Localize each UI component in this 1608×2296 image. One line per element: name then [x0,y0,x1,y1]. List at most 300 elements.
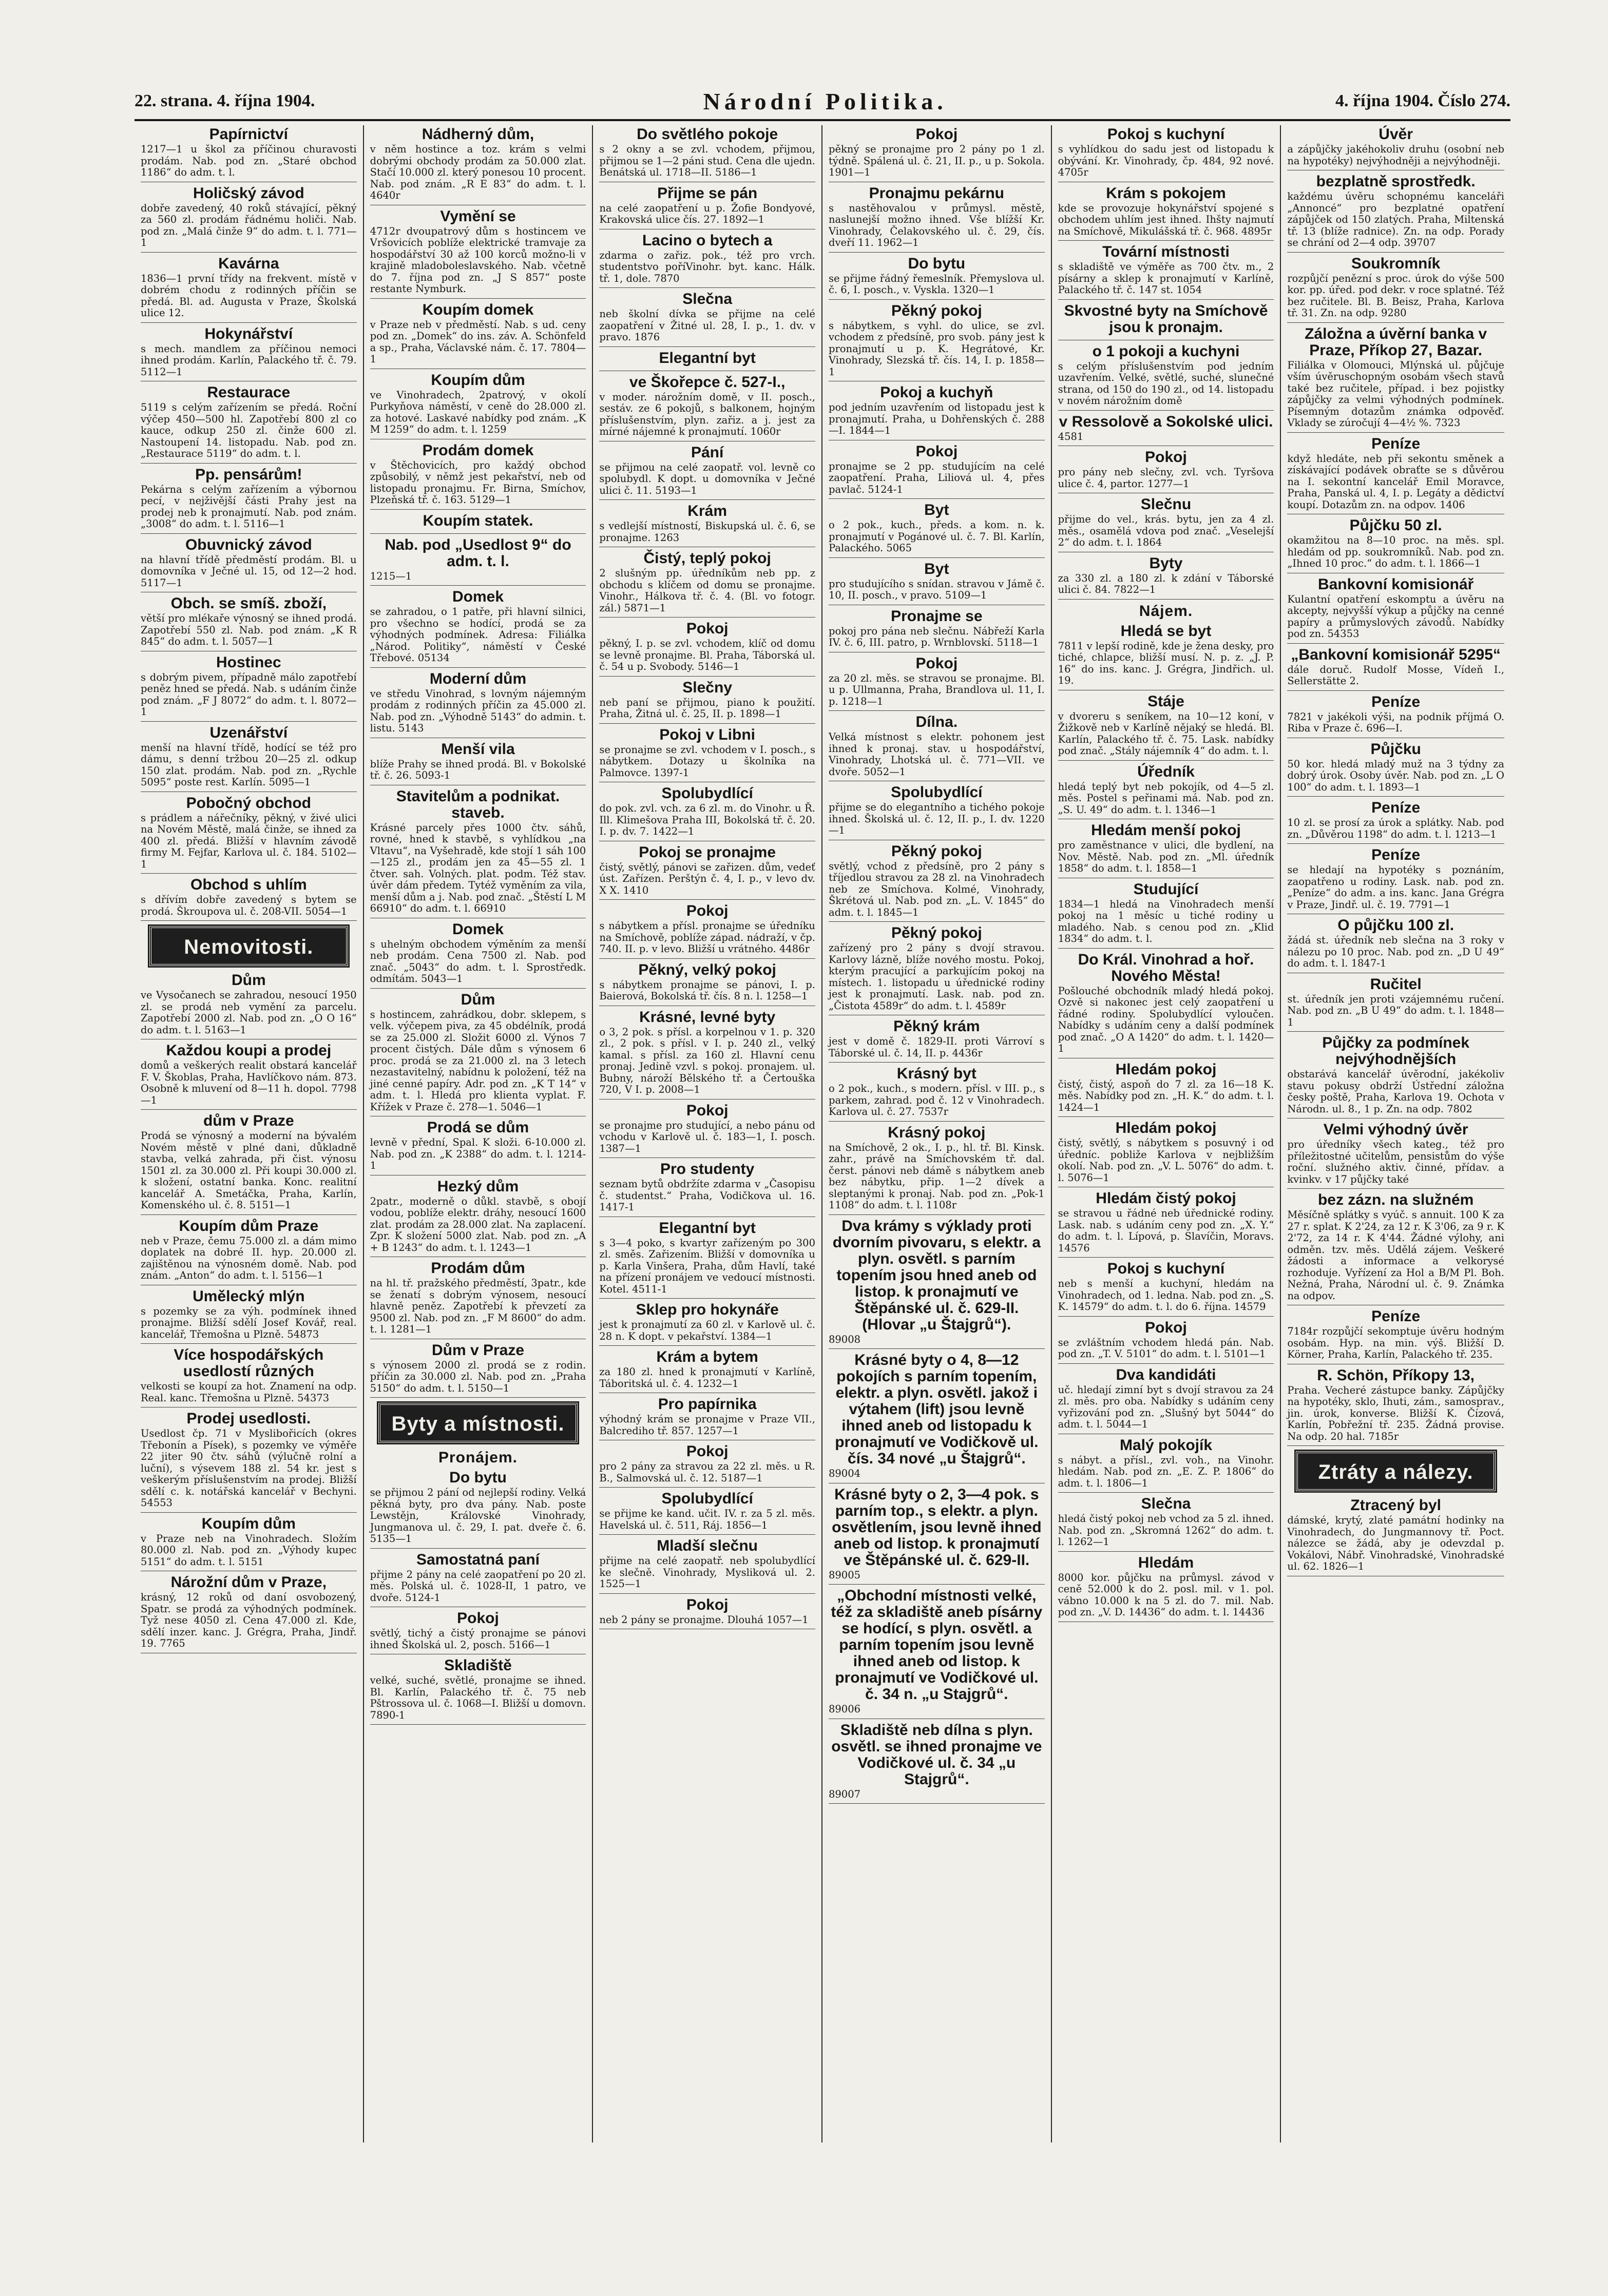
classified-ad [829,784,1045,840]
ad-body: na hl. tř. pražského předměstí, 3patr., kde se ženatí s dobrým výnosem, nesoucí hlavně peněz. Zapotřebí k převzetí za 9500 zl. Nab. pod zn. „F M 8600“ do adm. t. l. 1281—1 [370,1277,586,1335]
classified-ad [599,374,815,441]
ad-body: s dobrým pivem, případně málo zapotřebí peněz hned se předá. Nab. s udáním činže pod znám. „F J 8072“ do adm. t. l. 8072—1 [141,671,357,718]
ad-body: pro zaměstnance v ulici, dle bydlení, na Nov. Městě. Nab. pod zn. „Ml. úředník 1858“ do adm. t. l. 1858—1 [1058,839,1274,874]
classified-ad [370,208,586,299]
ad-heading: Samostatná paní [416,1551,540,1568]
ad-body: 5119 s celým zařízením se předá. Roční výčep 450—500 hl. Zapotřebí 800 zl co kauce, odkup 250 zl. činže 600 zl. Nastoupení 14. listopadu. Nab. pod zn. „Restaurace 5119“ do adm. t. l. [141,401,357,459]
ad-heading: Do Král. Vinohrad a hoř. Nového Města! [1078,951,1254,985]
ad-heading: bezplatně sprostředk. [1316,173,1476,190]
section-banner-pronajem: Pronájem. [438,1449,518,1466]
ad-heading: Peníze [1371,435,1421,452]
classified-ad [829,1487,1045,1585]
ad-body: 10 zl. se prosí za úrok a splátky. Nab. pod zn. „Důvěrou 1198“ do adm. t. l. 1213—1 [1287,817,1504,840]
classified-ad [1058,881,1274,949]
column-5 [1052,125,1281,2143]
ad-heading: Slečnu [1140,496,1192,513]
ad-heading: Hokynářství [204,325,293,342]
ad-body: se stravou u řádné neb úřednické rodiny. Lask. nab. s udáním ceny pod zn. „X. Y.“ do adm. t. l. Lípová, p. Slavíčin, Moravs. 14576 [1058,1207,1274,1254]
ad-body: s pozemky se za výh. podmínek ihned pronajme. Bližší sdělí Josef Kovář, real. kancelář, Třemošna u Plzně. 54873 [141,1305,357,1340]
ad-heading: Koupím statek. [423,512,533,529]
ad-body: se přijmou na celé zaopatř. vol. levně co spolubydl. K dopt. u domovníka v Ječné ulici č. 11. 5193—1 [599,461,815,496]
ad-body: zařízený pro 2 pány s dvojí stravou. Karlovy lázně, blíže nového mostu. Pokoj, kterým pracující a parkujícím pokoj na místech. 1. listopadu u úřednické rodiny jest k pronajmutí. Lask. nab. pod zn. „Čistota 4589r“ do adm. t. l. 4589r [828,942,1045,1012]
ad-body: pod jedním uzavřením od listopadu jest k pronajmutí. Praha, u Dohřenských č. 288—I. 1844—1 [828,401,1045,436]
classified-ad [370,589,586,668]
ad-body: 50 kor. hledá mladý muž na 3 týdny za dobrý úrok. Osoby úvěr. Nab. pod zn. „L O 100“ do adm. t. l. 1893—1 [1287,758,1504,793]
ad-heading: Ručitel [1370,975,1422,993]
classified-ad [829,714,1045,781]
classified-ad [599,1491,815,1535]
ad-heading: Prodej usedlosti. [186,1410,311,1427]
ad-body: přijme 2 pány na celé zaopatření po 20 zl. měs. Polská ul. č. 1028-II, 1 patro, ve dvoře. 5124-1 [370,1568,586,1604]
ad-heading: Do bytu [908,255,966,272]
classified-ad [1287,256,1504,323]
ad-body: Měsíčně splátky s vyúč. s annuit. 100 K za 27 r. splat. K 2'24, za 12 r. K 3'06, za 9 r. K 2'72, za 14 r. K 4'44. Žádné výlohy, ani odměn. tzv. měs. Udělá zájem. Veškeré žádosti a informace a velkorysé rozhoduje. Vyřízení za Hol a B/M Pl. Boh. Nežná, Praha, Národní ul. č. 9. Známka na odpov. [1287,1209,1504,1302]
ad-body: v něm hostince a toz. krám s velmi dobrými obchody prodám za 50.000 zlat. Stačí 10.000 zl. který ponesou 10 procent. Nab. pod znám. „R E 83“ do adm. t. l. 4640r [370,143,586,201]
classified-ad [1287,1497,1504,1576]
ad-heading: Koupím domek [422,301,534,318]
classified-ad [829,1125,1045,1215]
ad-body: 89006 [828,1703,861,1715]
classified-ad [1287,326,1504,433]
ad-heading: Pěkný pokoj [891,302,982,319]
ad-heading: Pokoj s kuchyní [1107,1260,1225,1277]
ad-heading: R. Schön, Příkopy 13, [1317,1366,1475,1384]
ad-heading: Kavárna [218,255,279,272]
ad-body: v Praze neb na Vinohradech. Složím 80.000 zl. Nab. pod zn. „Výhody kupec 5151“ do adm. t. l. 5151 [141,1532,357,1568]
classified-ad [370,1610,586,1654]
classified-ad [599,1161,815,1217]
classified-ad [599,903,815,959]
classified-ad [599,1396,815,1440]
classified-ad [1287,976,1504,1032]
classified-ad [370,1470,586,1549]
ad-body: menší na hlavní třídě, hodící se též pro dámu, s denní tržbou 20—25 zl. odkup 150 zlat. prodám. Nab. pod zn. „Rychle 5095“ poste rest. Karlín. 5095—1 [141,741,357,788]
ad-heading: Krásné byty o 2, 3—4 pok. s parním top., s elektr. a plyn. osvětlením, jsou levně ihned aneb od listop. k pronajmutí ve Štěpánské ul. č. 629-II. [832,1485,1042,1569]
ad-body: se pronajme se zvl. vchodem v I. posch., s nábytkem. Dotazy u školníka na Palmovce. 1397-1 [599,743,815,779]
classified-ad [1058,1261,1274,1317]
classified-ad [599,291,815,347]
classified-ad [1287,800,1504,844]
classified-ad [1058,1120,1274,1187]
ad-heading: Elegantní byt [659,1219,756,1237]
ad-heading: Pp. pensárům! [195,466,302,483]
ad-body: 2 slušným pp. úředníkům neb pp. z obchodu s klíčem od domu se pronajme. Vinohr., Hálkova tř. č. 4. (Bl. vo fotogr. zál.) 5871—1 [599,567,815,614]
ad-body: pronajme se 2 pp. studujícím na celé zaopatření. Praha, Liliová ul. 4, přes pavlač. 5124-1 [828,460,1045,495]
classified-ad [829,443,1045,499]
classified-ad [141,256,357,323]
ad-body: o 2 pok., kuch., předs. a kom. n. k. pronajmutí v Pogánové ul. č. 7. Bl. Karlín, Palackého. 5065 [828,519,1045,554]
ad-body: s 3—4 poko, s kvartyr zařízeným po 300 zl. směs. Zařizením. Bližší v domovníka u p. Karla Vinšera, Praha, dům Havlí, také na přízení pronájem ve vedoucí místnosti. Kotel. 4511-1 [599,1237,815,1295]
classified-ad [599,1349,815,1393]
ad-heading: Pro studenty [660,1161,755,1178]
ad-body: s uhelným obchodem výměním za menší neb prodám. Cena 7500 zl. Nab. pod znač. „5043“ do adm. t. l. Sprostředk. odmítám. 5043—1 [370,938,586,985]
ad-body: pro úředníky všech kateg., též pro příležitostné učitelům, pensistům do výše roční. služného aktiv. činné, přídav. a kvinkv. v 17 půjčky také [1287,1139,1504,1185]
ad-heading: Peníze [1371,693,1421,710]
ad-body: velké, suché, světlé, pronajme se ihned. Bl. Karlín, Palackého tř. č. 75 neb Pštrossova ul. č. 1068—I. Bližší u domovn. 7890-1 [370,1674,586,1721]
ad-heading: Hostinec [216,653,281,671]
ad-heading: Pokoj [1145,449,1187,466]
ad-body: světlý, tichý a čistý pronajme se pánovi ihned Školská ul. 2, posch. 5166—1 [370,1627,586,1651]
header-left: 22. strana. 4. října 1904. [135,91,315,110]
ad-body: domů a veškerých realit obstará kancelář F. V. Škoblas, Praha, Havlíčkovo nám. 873. Osobně k mluvení od 8—11 h. dopol. 7798—1 [141,1059,357,1106]
ad-heading: Spolubydlící [891,784,983,801]
classified-ad [829,303,1045,382]
ad-body: o 3, 2 pok. s přísl. a korpelnou v 1. p. 320 zl., 2 pok. s přísl. v I. p. 240 zl., velký kamal. s přísl. za 160 zl. Hlavní cenu pronaj. Jedině vzvl. s pokoj. pronajem. ul. Bubny, nároží Bělského tř. a Čertouška 720, V I. p. 2008—1 [599,1026,815,1095]
classified-ad [370,302,586,369]
ad-body: neb s menší a kuchyní, hledám na Vinohradech, od 1. ledna. Nab. pod zn. „S. K. 14579“ do adm. t. l. do 6. října. 14579 [1058,1278,1274,1313]
classified-ad [141,1574,357,1653]
ad-body: dobře zavedený, 40 roků stávající, pěkný za 560 zl. prodám řádnému holiči. Nab. pod zn. „Malá činže 9“ do adm. t. l. 771—1 [141,202,357,248]
ad-heading: Dům v Praze [431,1341,525,1359]
ad-heading: Pokoj [915,442,958,460]
ad-heading: v Ressolově a Sokolské ulici. [1059,413,1273,430]
classified-ad [141,654,357,722]
ad-heading: Menší vila [441,740,515,758]
classified-ad [1058,1555,1274,1622]
classified-ad [1287,576,1504,644]
ad-heading: Peníze [1371,799,1421,816]
ad-heading: Pokoj [457,1610,499,1627]
ad-body: v Štěchovicích, pro každý obchod způsobilý, v němž jest pekařství, neb od listopadu pronajmu. Fr. Birna, Smíchov, Plzeňská tř. č. 163. 5129—1 [370,459,586,506]
classified-ad [1058,496,1274,552]
ad-heading: Pronajmu pekárnu [869,184,1005,202]
classified-ad [1287,517,1504,573]
section-banner-ztraty: Ztráty a nálezy. [1296,1451,1496,1491]
ad-body: jest v domě č. 1829-II. proti Várroví s Táborské ul. č. 14, II. p. 4436r [828,1035,1045,1059]
ad-heading: Slečna [682,291,733,307]
ad-body: s mech. mandlem za příčinou nemoci ihned prodám. Karlín, Palackého tř. č. 79. 5112—1 [141,342,357,378]
classified-ad [1287,1035,1504,1118]
classified-ad [599,727,815,783]
ad-body: Kulantní opatření eskomptu a úvěru na akcepty, nejvyšší výkup a půjčky na cenné papíry a průmyslových závodů. Nabídky pod zn. 54353 [1287,593,1504,640]
ad-body: 1215—1 [370,570,412,582]
ad-body: s nastěhovalou v průmysl. městě, naslunejší možno ihned. Vše blížší Kr. Vinohrady, Čelakovského ul. č. 29, čís. dveří 11. 1962—1 [828,202,1045,248]
ad-heading: Pěkný pokoj [891,842,982,860]
ad-heading: Papírnictví [209,126,289,143]
ad-heading: Spolubydlící [661,1490,753,1507]
ad-body: st. úředník jen proti vzájemnému ručení. Nab. pod zn. „B U 49“ do adm. t. l. 1848—1 [1287,993,1504,1028]
ad-heading: Elegantní byt [659,349,756,366]
ad-body: Prodá se výnosný a moderní na bývalém Novém městě v plné dani, důkladně stavba, velká zahrada, při čist. výnosu 1501 zl. za 30.000 zl. Při koupi 30.000 zl. k složení, ostatní banka. Konc. realitní kancelář A. Smetáčka, Praha, Karlín, Komenského ul. č. 8. 5151—1 [141,1130,357,1211]
ad-heading: Hledám menší pokoj [1091,822,1241,839]
classified-ad [141,1347,357,1407]
classified-ad [141,1043,357,1110]
classified-ad [1058,952,1274,1058]
ad-body: ve Vysočanech se zahradou, nesoucí 1950 zl. se prodá neb vymění za parcelu. Zapotřebí 2000 zl. Nab. pod zn. „O O 16“ do adm. t. l. 5163—1 [141,989,357,1036]
ad-body: kde se provozuje hokynářství spojené s obchodem uhlím jest ihned. Ihšty najmutí na Smíchově, Mikulášská tř. č. 968. 4895r [1058,202,1274,237]
ad-body: čistý, čistý, aspoň do 7 zl. za 16—18 K. měs. Nabídky pod zn. „H. K.“ do adm. t. l. 1424—1 [1058,1078,1274,1113]
ad-heading: Hledám pokoj [1115,1120,1217,1136]
ad-heading: Dům [231,972,266,989]
ad-body: jest k pronajmutí za 60 zl. v Karlově ul. č. 28 n. K dopt. v pekařství. 1384—1 [599,1319,815,1342]
ad-body: seznam bytů obdržíte zdarma v „Časopisu č. studentst.“ Praha, Vodičkova ul. 16. 1417-1 [599,1178,815,1213]
ad-heading: Dílna. [915,713,958,730]
classified-ad [599,185,815,229]
classified-ad [1287,1367,1504,1446]
ad-body: levně v přední, Spal. K složi. 6-10.000 zl. Nab. pod zn. „K 2388“ do adm. t. l. 1214-1 [370,1136,586,1171]
classified-ad [370,126,586,205]
classified-ad [370,1657,586,1725]
classified-ad [1287,436,1504,515]
classified-ad [1058,1062,1274,1117]
ad-heading: Krám a bytem [656,1348,758,1365]
ad-heading: Skladiště neb dílna s plyn. osvětl. se ihned pronajme ve Vodičkové ul. č. 34 „u Stajgrů“. [831,1721,1042,1788]
ad-heading: Pronajme se [891,607,983,625]
section-banner-nemovitosti: Nemovitosti. [149,926,348,966]
ad-body: a zápůjčky jakéhokoliv druhu (osobní neb na hypotéky) nejvýhodněji a nejvýhodněji. [1287,143,1504,167]
ad-heading: dům v Praze [203,1112,294,1129]
classified-ad [141,467,357,534]
classified-ad [370,921,586,989]
ad-body: s vedlejší místností, Biskupská ul. č. 6, se pronajme. 1263 [599,520,815,544]
ad-heading: Umělecký mlýn [193,1287,305,1305]
classified-ad [1287,1308,1504,1364]
classified-ad [1058,1320,1274,1364]
ad-heading: bez zázn. na služném [1317,1191,1474,1208]
classified-ad [1058,555,1274,600]
ad-body: přijme na celé zaopatř. neb spolubydlící ke slečně. Vinohrady, Mysliková ul. 2. 1525—1 [599,1555,815,1590]
ad-heading: Pokoj [915,126,958,143]
ad-heading: Půjčku 50 zl. [1349,517,1442,534]
ad-body: ve Vinohradech, 2patrový, v okolí Purkyňova náměstí, v ceně do 28.000 zl. za hotové. Laskavé nabídky pod znám. „K M 1259“ do adm. t. l. 1259 [370,389,586,435]
classified-ad [370,372,586,439]
ad-heading: Pobočný obchod [186,794,311,812]
ad-body: o 2 pok., kuch., s modern. přísl. v III. p., s parkem, zahrad. pod č. 12 v Vinohradech. Karlova ul. č. 27. 7537r [828,1083,1045,1117]
classified-ad [829,1218,1045,1349]
ad-heading: Prodá se dům [427,1119,529,1136]
ad-body: Praha. Vecheré zástupce banky. Zápůjčky na hypotéky, sklo, Ihuti, zám., samosprav., jin. úrok, konverse. Bližší K. Čízová, Karlín, Pobřežní tř. 235. Žádná provise. Na odp. 20 hal. 7185r [1287,1384,1504,1442]
ad-body: s dřívím dobře zavedený s bytem se prodá. Škroupova ul. č. 208-VII. 5054—1 [141,894,357,917]
ad-body: s hostincem, zahrádkou, dobr. sklepem, s velk. výčepem piva, za 45 obdélník, prodá se za 25.000 zl. Složit 6000 zl. Výnos 7 procent čistých. Dále dům s výnosem 6 proc. prodá se za 21.000 zl. na 3 letech nezastavitelný, nabídnu k položení, též na jiné cenné papíry. Adr. pod zn. „K T 14“ v adm. t. l. Hledá pro klienta vyplat. F. Křížek v Praze č. 278—1. 5046—1 [370,1008,586,1113]
ad-heading: Hledám čistý pokoj [1096,1190,1236,1207]
ad-heading: Nárožní dům v Praze, [170,1574,327,1591]
classified-ad [1058,822,1274,878]
ad-body: větší pro mlékaře výnosný se ihned prodá. Zapotřebí 550 zl. Nab. pod znám. „K R 845“ do adm. t. l. 5057—1 [141,612,357,647]
ad-heading: Pokoj se pronajme [639,843,776,861]
classified-ad [829,1352,1045,1483]
classified-ad [370,1260,586,1339]
ad-body: s celým příslušenstvím pod jedním uzavřením. Velké, světlé, suché, slunečné strana, od 150 do 190 zl., od 14. listopadu v novém nárožním domě [1058,360,1274,407]
header-right: 4. října 1904. Číslo 274. [1335,91,1510,110]
classified-ad [1058,623,1274,690]
ad-heading: Slečna [1141,1495,1191,1512]
ad-heading: Skvostné byty na Smíchově jsou k pronajm. [1064,302,1268,336]
ad-heading: Úvěr [1379,126,1413,143]
ad-body: ve středu Vinohrad, s lovným nájemným prodám z rodinných příčin za 45.000 zl. Nab. pod zn. „Výhodně 5143“ do admin. t. listu. 5143 [370,687,586,734]
ad-body: pěkný se pronajme pro 2 pány po 1 zl. týdně. Spálená ul. č. 21, II. p., u p. Sokola. 1901—1 [828,143,1045,178]
classified-ad [1287,1192,1504,1305]
ad-body: přijme do vel., krás. bytu, jen za 4 zl. měs., osamělá vdova pod znač. „Veselejší 2“ do adm. t. l. 1864 [1058,513,1274,548]
ad-heading: o 1 pokoji a kuchyni [1092,342,1240,360]
ad-body: okamžitou na 8—10 proc. na měs. spl. hledám od pp. soukromníků. Nab. pod zn. „Ihned 10 proc.“ do adm. t. l. 1866—1 [1287,534,1504,569]
classified-ad [141,725,357,792]
ad-body: pro studujícího s snídan. stravou v Jámě č. 10, II. posch., v pravo. 5109—1 [828,577,1045,601]
ad-heading: Peníze [1371,846,1421,863]
ad-body: se přijmou 2 pání od nejlepší rodiny. Velká pěkná byty, pro dva pány. Nab. poste Lewstějn, Královské Vinohrady, Jungmanova ul. č. 29, I. pat. dveře č. 6. 5135—1 [370,1487,586,1545]
ad-body: se přijme ke kand. učit. IV. r. za 5 zl. měs. Havelská ul. č. 511, Ráj. 1856—1 [599,1508,815,1531]
classified-ad [1287,1122,1504,1189]
ad-body: za 180 zl. hned k pronajmutí v Karlíně, Táboritská ul. č. 4. 1232—1 [599,1366,815,1390]
ad-body: v Praze neb v předměstí. Nab. s ud. ceny pod zn. „Domek“ do ins. záv. A. Schönfeld a sp., Praha, Václavské nám. č. 17. 7804—1 [370,318,586,365]
ad-body: 89005 [828,1569,861,1581]
ad-body: se zahradou, o 1 patře, při hlavní silnici, pro všechno se hodící, prodá se za výhodných podmínek. Adresa: Filiálka „Národ. Politiky“, náměstí v České Třebové. 05134 [370,606,586,664]
ad-heading: Pokoj [686,1596,729,1613]
ad-body: s skladiště ve výměře as 700 čtv. m., 2 písárny a sklep k pronajmutí v Karlíně, Palackého tř. č. 147 st. 1054 [1058,261,1274,296]
classified-ad [141,972,357,1039]
ad-body: Krásné parcely přes 1000 čtv. sáhů, rovné, hned k stavbě, s vyhlídkou „na Vltavu“, na Vyšehradě, kde stojí 1 sáh 100—125 zl., prodám jen za 45—55 zl. 1 čtver. sah. Volných. plat. podm. Též stav. úvěr dám předem. Tytéž vyměním za vila, menší dům a j. Nab. pod znač. „Štěstí L M 66910“ do adm. t. l. 66910 [370,821,586,914]
classified-ad [141,877,357,921]
column-6 [1281,125,1510,2143]
classified-ad [829,126,1045,182]
ad-heading: Peníze [1371,1308,1421,1325]
column-3 [593,125,822,2143]
ad-body: uč. hledají zimní byt s dvojí stravou za 24 zl. měs. pro oba. Nabídky s udáním ceny vyřizování pod zn. „Slušný byt 5044“ do adm. t. l. 5044—1 [1058,1383,1274,1430]
ad-body: za 20 zl. měs. se stravou se pronajme. Bl. u p. Ullmanna, Praha, Brandlova ul. 11, I. p. 1218—1 [828,672,1045,707]
classified-ad [599,126,815,182]
classified-ad [829,1066,1045,1122]
classified-ad [141,1411,357,1513]
ad-body: 1217—1 u škol za příčinou churavosti prodám. Nab. pod zn. „Staré obchod 1186“ do adm. t. l. [141,143,357,178]
ad-heading: Pěkný krám [893,1018,980,1035]
ad-body: na celé zaopatření u p. Žofie Bondyové, Krakovská ulice čís. 27. 1892—1 [599,202,815,225]
ad-body: krásný, 12 roků od daní osvobozený, Spatr. se prodá za výhodných podmínek. Tyž nese 4050 zl. Cena 47.000 zl. Kde, sdělí inzer. kanc. J. Grégra, Praha, Jindř. 19. 7765 [141,1591,357,1649]
ad-body: s prádlem a nářečníky, pěkný, v živé ulici na Novém Městě, malá činže, se ihned za 400 zl. předá. Bližší v hlavním závodě firmy M. Fejfar, Karlova ul. č. 184. 5102—1 [141,812,357,870]
ad-heading: Mladší slečnu [657,1537,758,1554]
ad-heading: Pokoj [686,620,729,637]
ad-body: neb školní dívka se přijme na celé zaopatření v Žitné ul. 28, I. p., 1. dv. v pravo. 1876 [599,308,815,343]
ad-heading: Krásné, levné byty [639,1008,776,1026]
ad-heading: Pokoj [915,654,958,672]
ad-heading: Spolubydlící [661,785,753,802]
classified-ad [1058,126,1274,182]
ad-body: na hlavní třídě předměstí prodám. Bl. u domovníka v Ječné ul. 15, od 12—2 hod. 5117—1 [141,553,357,589]
ad-body: neb paní se přijmou, piano k použití. Praha, Žitná ul. č. 25, II. p. 1898—1 [599,696,815,720]
ad-heading: Slečny [682,679,733,696]
classified-ad [599,350,815,371]
ad-body: pro pány neb slečny, zvl. vch. Tyršova ulice č. 4, partor. 1277—1 [1058,466,1274,490]
ad-heading: Byt [924,501,949,518]
ad-body: obstarává kancelář úvěrodní, jakékoliv stavu pokusy obdrží Ústřední záložna česky poště, Praha, Karlova 19. Ochota v Národn. ul. 8., 1 p. Zn. na odp. 7802 [1287,1068,1504,1115]
ad-heading: Byty [1149,554,1183,572]
classified-ad [599,1302,815,1346]
classified-ad [141,795,357,874]
ad-body: 89008 [828,1333,861,1345]
classified-ad [599,550,815,618]
classified-ad [370,537,586,586]
classified-ad [599,1103,815,1159]
classified-ad [829,1588,1045,1719]
ad-body: pěkný, I. p. se zvl. vchodem, klíč od domu se levně pronajme. Bl. Praha, Táborská ul. č. 54 u p. Svobody. 5146—1 [599,638,815,672]
ad-heading: Hledám pokoj [1115,1060,1217,1078]
classified-ad [829,925,1045,1015]
classified-ad [1058,185,1274,241]
ad-heading: Bankovní komisionář [1317,575,1474,593]
classified-ad [1058,1437,1274,1493]
column-1 [135,125,364,2143]
ad-body: 7811 v lepší rodině, kde je žena desky, pro tiché, chlapce, bližší musí. N. p. z. „J. P. 16“ do ins. kanc. J. Grégra, Jindřich. ul. 19. [1058,640,1274,686]
ad-body: blíže Prahy se ihned prodá. Bl. v Bokolské tř. č. 26. 5093-1 [370,758,586,781]
ad-heading: Dva krámy s výklady proti dvorním pivovaru, s elektr. a plyn. osvětl. s parním topením jsou hned aneb od listop. k pronajmutí ve Štěpánské ul. č. 629-II. (Hlovar „u Štajgrů“). [832,1217,1041,1333]
page-header [135,86,1510,116]
ad-heading: Záložna a úvěrní banka v Praze, Příkop 27, Bazar. [1305,325,1487,359]
classified-ad [599,1220,815,1299]
classified-ad [370,788,586,918]
classified-ad [1058,1367,1274,1434]
ad-body: 89004 [828,1468,861,1479]
classified-ad [1058,693,1274,761]
ad-heading: Stavitelům a podnikat. staveb. [396,787,560,821]
ad-body: 1836—1 první třídy na frekvent. místě v dobrém chodu z rodinných příčin se předá. Bl. ad. Augusta v Praze, Školská ulice 12. [141,272,357,319]
ad-heading: Restaurace [207,384,291,401]
classified-ad [141,384,357,464]
classified-ad [141,1218,357,1285]
classified-ad [1058,1190,1274,1258]
ad-body: velkosti se koupí za hot. Znamení na odp. Real. kanc. Třemošna u Plzně. 54373 [141,1380,357,1404]
ad-heading: Pokoj a kuchyň [880,384,993,401]
classified-ad [370,1120,586,1175]
classified-ad [599,785,815,841]
classified-ad [599,233,815,288]
ad-heading: Pěkný, velký pokoj [638,961,776,978]
ad-body: 7821 v jakékoli výši, na podnik příjmá O. Riba v Praze č. 696—I. [1287,710,1504,734]
ad-heading: Ztracený byl [1350,1497,1442,1514]
ad-body: na Smíchově, 2 ok., I. p., hl. tř. Bl. Kinsk. zahr., právě na Smíchovském tř. dal. čerst. pánovi neb dámě s nábytkem aneb bez nábytku, přip. 1—2 dívek a sleptanými k pronaj. Nab. pod zn. „Pok-1 1108“ do adm. t. l. 1108r [828,1141,1045,1211]
ad-body: se pronajme pro studující, a nebo pánu od vchodu v Karlově ul. č. 183—1, I. posch. 1387—1 [599,1119,815,1154]
ad-body: pokoj pro pána neb slečnu. Nábřeží Karla IV. č. 6, III. patro, p. Wrnblovskí. 5118—1 [828,625,1045,648]
ad-body: s 2 okny a se zvl. vchodem, přijmou, přijmou se 1—2 páni stud. Cena dle ujedn. Benátská ul. 1718—II. 5186—1 [599,143,815,178]
classified-ad [1058,244,1274,300]
classified-ad [829,384,1045,440]
classified-ad [141,595,357,651]
ad-heading: Soukromník [1351,255,1441,272]
ad-body: 7184r rozpůjčí sekomptuje úvěru hodným osobám. Hyp. na min. výš. Bližší D. Körner, Praha, Karlín, Palackého tř. 235. [1287,1325,1504,1360]
ad-heading: Nádherný dům, [422,126,534,143]
ad-heading: Krásné byty o 4, 8—12 pokojích s parním topením, elektr. a plyn. osvětl. jakož i výtahem (lift) jsou levně ihned aneb od listopadu k pronajmutí ve Vodičkově ul. čís. 34 nové „u Štajgrů“. [835,1352,1039,1467]
ad-body: čistý, světlý, pánovi se zařizen. dům, vedeť úst. Zařízen. Perštýn č. 4, I. p., v levo dv. X X. 1410 [599,861,815,896]
section-banner-byty: Byty a místnosti. [378,1403,577,1443]
ad-body: dámské, krytý, zlaté památní hodinky na Vinohradech, do Jungmannovy tř. Poct. nálezce se žádá, aby je odevzdal p. Vokálovi, Nábř. Vinohradské, Vinohradské ul. 62. 1826—1 [1287,1514,1504,1572]
ad-heading: Obuvnický závod [185,536,312,553]
classified-ad [1058,414,1274,447]
ad-heading: Krásný pokoj [888,1124,986,1141]
ad-body: s vyhlídkou do sadu jest od listopadu k obývání. Kr. Vinohrady, čp. 484, 92 nové. 4705r [1058,143,1274,178]
ad-heading: Sklep pro hokynáře [636,1301,779,1318]
ad-body: 4581 [1058,430,1084,442]
classified-ad [141,326,357,382]
ad-heading: Nab. pod „Usedlost 9“ do adm. t. l. [385,536,571,570]
classified-ad [599,1597,815,1630]
ad-body: s nábytkem, s vyhl. do ulice, se zvl. vchodem z předsíně, pro svob. pány jest k pronajmutí u p. K. Hegrátové, Kr. Vinohrady, Slezská tř. čís. 14, I. p. 1858—1 [828,319,1045,378]
classified-ad [1287,173,1504,253]
classified-ad [599,503,815,547]
ad-body: pro 2 pány za stravou za 22 zl. měs. u R. B., Salmovská ul. č. 12. 5187—1 [599,1460,815,1484]
classified-ad [141,1288,357,1344]
classified-ad [829,256,1045,300]
ad-heading: Čistý, teplý pokoj [643,550,771,567]
ad-heading: Pro papírnika [658,1396,757,1413]
ad-heading: Prodám dům [431,1260,525,1277]
ad-body: zdarma o zařiz. pok., též pro vrch. studentstvo poříVinohr. byt. kanc. Hálk. tř. 1, dole. 7870 [599,249,815,284]
classified-ad [829,502,1045,558]
ad-heading: Uzenářství [209,724,288,741]
ad-heading: Dům [461,991,495,1008]
ad-heading: Hledám [1138,1554,1194,1571]
classified-ad [1058,764,1274,820]
ad-body: s výnosem 2000 zl. prodá se z rodin. příčin za 30.000 zl. Nab. pod zn. „Praha 5150“ do adm. t. l. 5150—1 [370,1359,586,1394]
classified-ad [599,680,815,724]
classified-ad [599,1538,815,1594]
ad-heading: Obch. se smíš. zboží, [170,595,327,612]
